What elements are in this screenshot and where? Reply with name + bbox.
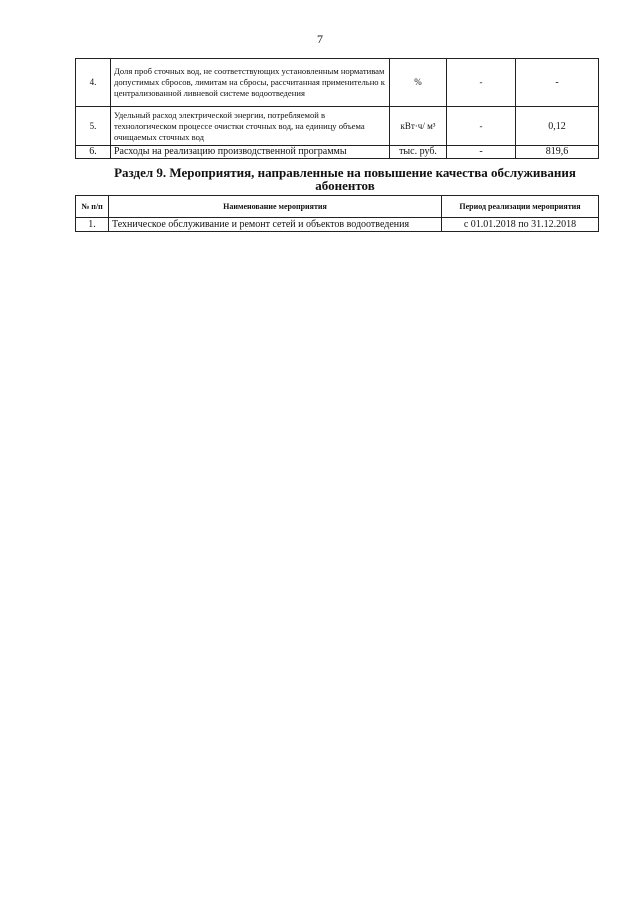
- indicator-value-1: -: [447, 59, 516, 107]
- section-title-line: абонентов: [315, 178, 375, 193]
- table-row: [76, 218, 599, 232]
- indicator-unit: тыс. руб.: [390, 146, 447, 159]
- row-number: 5.: [76, 107, 111, 146]
- table-row: [76, 146, 599, 159]
- table-header-row: [76, 196, 599, 218]
- table-row: [76, 107, 599, 146]
- row-number: 4.: [76, 59, 111, 107]
- measures-table: [75, 195, 599, 232]
- section-title: [90, 166, 600, 192]
- section-title-line: Раздел 9. Мероприятия, направленные на повышение качества обслуживания: [114, 165, 576, 180]
- indicator-unit: %: [390, 59, 447, 107]
- indicator-description: Расходы на реализацию производственной программы: [111, 146, 390, 159]
- indicator-value-1: -: [447, 146, 516, 159]
- row-number: 1.: [76, 218, 109, 232]
- indicator-value-2: -: [516, 59, 599, 107]
- page-number: 7: [317, 32, 323, 46]
- indicator-unit: кВт·ч/ м³: [390, 107, 447, 146]
- column-header-period: Период реализации мероприятия: [442, 196, 599, 218]
- indicators-table: [75, 58, 599, 159]
- column-header-name: Наименование мероприятия: [109, 196, 442, 218]
- indicator-value-2: 0,12: [516, 107, 599, 146]
- indicator-description: Удельный расход электрической энергии, потребляемой в технологическом процессе очистки сточных вод, на единицу объема очищаемых сточных вод: [111, 107, 390, 146]
- measure-period: с 01.01.2018 по 31.12.2018: [442, 218, 599, 232]
- indicator-value-2: 819,6: [516, 146, 599, 159]
- indicator-description: Доля проб сточных вод, не соответствующих установленным нормативам допустимых сбросов, лимитам на сбросы, рассчитанная применительно к централизованной ливневой системе водоотведения: [111, 59, 390, 107]
- indicator-value-1: -: [447, 107, 516, 146]
- table-row: [76, 59, 599, 107]
- row-number: 6.: [76, 146, 111, 159]
- measure-name: Техническое обслуживание и ремонт сетей и объектов водоотведения: [109, 218, 442, 232]
- column-header-number: № п/п: [76, 196, 109, 218]
